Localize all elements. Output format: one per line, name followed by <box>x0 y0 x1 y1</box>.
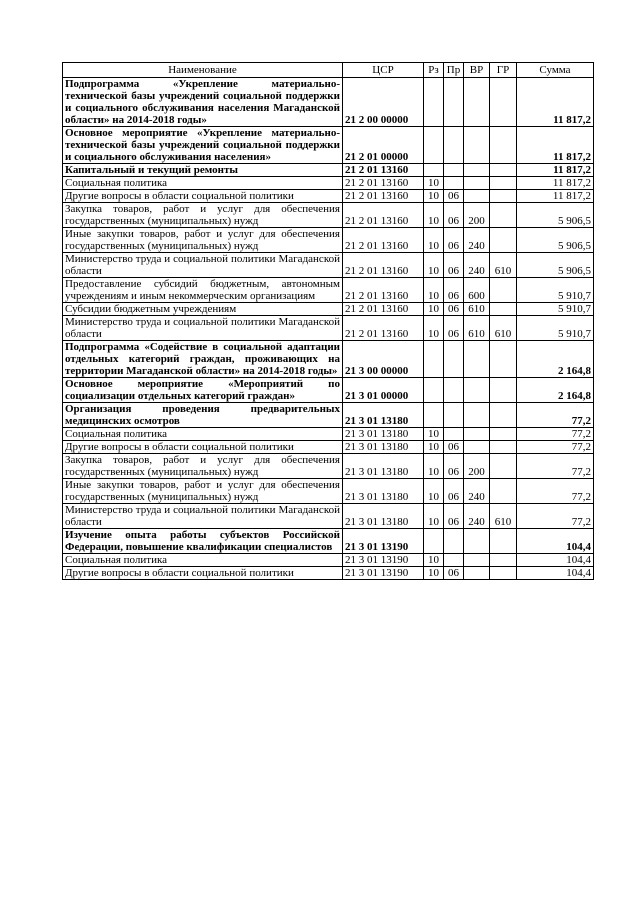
cell-csr: 21 2 01 13160 <box>343 253 424 278</box>
cell-name: Социальная политика <box>63 428 343 441</box>
cell-vr: 240 <box>464 253 490 278</box>
cell-vr: 610 <box>464 316 490 341</box>
cell-vr: 200 <box>464 203 490 228</box>
cell-sum: 11 817,2 <box>517 177 594 190</box>
cell-name: Социальная политика <box>63 554 343 567</box>
header-vr: ВР <box>464 63 490 78</box>
cell-pr: 06 <box>444 479 464 504</box>
table-row <box>63 378 594 403</box>
cell-name: Подпрограмма «Укрепление материально-технической базы учреждений социальной поддержки и социального обслуживания населения Магаданской области» на 2014-2018 годы» <box>63 78 343 127</box>
cell-csr: 21 2 01 13160 <box>343 164 424 177</box>
header-csr: ЦСР <box>343 63 424 78</box>
cell-gr <box>490 479 517 504</box>
header-rz: Рз <box>424 63 444 78</box>
cell-rz <box>424 403 444 428</box>
cell-name: Министерство труда и социальной политики Магаданской области <box>63 253 343 278</box>
cell-rz <box>424 164 444 177</box>
cell-sum: 11 817,2 <box>517 78 594 127</box>
cell-csr: 21 2 01 13160 <box>343 203 424 228</box>
budget-table <box>62 62 594 580</box>
cell-pr: 06 <box>444 203 464 228</box>
table-row <box>63 454 594 479</box>
cell-sum: 5 910,7 <box>517 278 594 303</box>
cell-gr <box>490 177 517 190</box>
cell-name: Основное мероприятие «Укрепление материально-технической базы учреждений социальной поддержки и социального обслуживания населения» <box>63 127 343 164</box>
cell-csr: 21 3 01 13180 <box>343 479 424 504</box>
cell-name: Другие вопросы в области социальной политики <box>63 567 343 580</box>
table-row <box>63 428 594 441</box>
table-header-row <box>63 63 594 78</box>
cell-sum: 77,2 <box>517 428 594 441</box>
cell-vr: 610 <box>464 303 490 316</box>
cell-name: Закупка товаров, работ и услуг для обеспечения государственных (муниципальных) нужд <box>63 203 343 228</box>
cell-pr <box>444 529 464 554</box>
cell-gr: 610 <box>490 504 517 529</box>
cell-gr <box>490 278 517 303</box>
cell-name: Министерство труда и социальной политики Магаданской области <box>63 316 343 341</box>
cell-vr <box>464 428 490 441</box>
table-row <box>63 567 594 580</box>
cell-gr <box>490 529 517 554</box>
table-row <box>63 127 594 164</box>
cell-vr: 600 <box>464 278 490 303</box>
cell-sum: 77,2 <box>517 454 594 479</box>
cell-csr: 21 3 01 13190 <box>343 529 424 554</box>
cell-gr <box>490 554 517 567</box>
cell-sum: 5 906,5 <box>517 253 594 278</box>
header-gr: ГР <box>490 63 517 78</box>
cell-name: Иные закупки товаров, работ и услуг для обеспечения государственных (муниципальных) нужд <box>63 228 343 253</box>
cell-csr: 21 2 00 00000 <box>343 78 424 127</box>
table-row <box>63 529 594 554</box>
cell-name: Подпрограмма «Содействие в социальной адаптации отдельных категорий граждан, проживающих на территории Магаданской области» на 2014-2018 годы» <box>63 341 343 378</box>
table-row <box>63 203 594 228</box>
cell-vr <box>464 554 490 567</box>
cell-rz: 10 <box>424 278 444 303</box>
header-pr: Пр <box>444 63 464 78</box>
cell-vr <box>464 403 490 428</box>
cell-csr: 21 2 01 13160 <box>343 303 424 316</box>
cell-rz: 10 <box>424 441 444 454</box>
cell-pr <box>444 378 464 403</box>
cell-sum: 77,2 <box>517 504 594 529</box>
cell-vr: 240 <box>464 479 490 504</box>
cell-csr: 21 3 01 13190 <box>343 554 424 567</box>
cell-rz: 10 <box>424 190 444 203</box>
cell-csr: 21 3 00 00000 <box>343 341 424 378</box>
cell-gr <box>490 341 517 378</box>
cell-gr <box>490 127 517 164</box>
cell-vr <box>464 529 490 554</box>
cell-rz: 10 <box>424 554 444 567</box>
cell-csr: 21 2 01 13160 <box>343 177 424 190</box>
cell-name: Субсидии бюджетным учреждениям <box>63 303 343 316</box>
cell-gr <box>490 190 517 203</box>
cell-pr <box>444 428 464 441</box>
cell-rz: 10 <box>424 504 444 529</box>
cell-pr: 06 <box>444 441 464 454</box>
table-row <box>63 403 594 428</box>
cell-name: Капитальный и текущий ремонты <box>63 164 343 177</box>
cell-sum: 5 910,7 <box>517 303 594 316</box>
cell-csr: 21 3 01 00000 <box>343 378 424 403</box>
cell-sum: 104,4 <box>517 554 594 567</box>
table-row <box>63 341 594 378</box>
table-row <box>63 164 594 177</box>
cell-csr: 21 2 01 13160 <box>343 316 424 341</box>
cell-vr <box>464 127 490 164</box>
cell-sum: 77,2 <box>517 479 594 504</box>
cell-sum: 11 817,2 <box>517 190 594 203</box>
cell-name: Другие вопросы в области социальной политики <box>63 441 343 454</box>
cell-sum: 104,4 <box>517 529 594 554</box>
cell-vr <box>464 341 490 378</box>
cell-csr: 21 2 01 00000 <box>343 127 424 164</box>
cell-pr <box>444 164 464 177</box>
table-row <box>63 479 594 504</box>
cell-sum: 104,4 <box>517 567 594 580</box>
cell-sum: 77,2 <box>517 441 594 454</box>
cell-rz: 10 <box>424 454 444 479</box>
table-row <box>63 278 594 303</box>
cell-gr <box>490 303 517 316</box>
cell-pr: 06 <box>444 278 464 303</box>
cell-csr: 21 2 01 13160 <box>343 278 424 303</box>
cell-sum: 5 910,7 <box>517 316 594 341</box>
header-name: Наименование <box>63 63 343 78</box>
cell-pr <box>444 177 464 190</box>
table-row <box>63 190 594 203</box>
table-row <box>63 78 594 127</box>
cell-gr <box>490 403 517 428</box>
cell-gr <box>490 78 517 127</box>
cell-vr <box>464 378 490 403</box>
cell-gr <box>490 567 517 580</box>
table-row <box>63 303 594 316</box>
cell-name: Иные закупки товаров, работ и услуг для обеспечения государственных (муниципальных) нужд <box>63 479 343 504</box>
cell-rz: 10 <box>424 316 444 341</box>
cell-pr <box>444 554 464 567</box>
cell-pr: 06 <box>444 303 464 316</box>
cell-name: Предоставление субсидий бюджетным, автономным учреждениям и иным некоммерческим организациям <box>63 278 343 303</box>
cell-rz <box>424 378 444 403</box>
cell-rz: 10 <box>424 567 444 580</box>
cell-csr: 21 2 01 13160 <box>343 228 424 253</box>
cell-name: Организация проведения предварительных медицинских осмотров <box>63 403 343 428</box>
cell-vr: 240 <box>464 228 490 253</box>
cell-gr: 610 <box>490 253 517 278</box>
cell-gr <box>490 454 517 479</box>
header-sum: Сумма <box>517 63 594 78</box>
cell-name: Закупка товаров, работ и услуг для обеспечения государственных (муниципальных) нужд <box>63 454 343 479</box>
table-row <box>63 228 594 253</box>
cell-csr: 21 3 01 13190 <box>343 567 424 580</box>
cell-name: Другие вопросы в области социальной политики <box>63 190 343 203</box>
cell-sum: 5 906,5 <box>517 203 594 228</box>
cell-rz <box>424 78 444 127</box>
cell-rz: 10 <box>424 228 444 253</box>
cell-vr: 240 <box>464 504 490 529</box>
table-row <box>63 177 594 190</box>
cell-vr <box>464 164 490 177</box>
cell-sum: 11 817,2 <box>517 127 594 164</box>
cell-gr <box>490 203 517 228</box>
table-row <box>63 316 594 341</box>
cell-pr: 06 <box>444 567 464 580</box>
cell-csr: 21 3 01 13180 <box>343 428 424 441</box>
cell-gr <box>490 428 517 441</box>
cell-sum: 11 817,2 <box>517 164 594 177</box>
cell-csr: 21 3 01 13180 <box>343 454 424 479</box>
cell-vr: 200 <box>464 454 490 479</box>
cell-gr <box>490 164 517 177</box>
cell-rz <box>424 529 444 554</box>
cell-csr: 21 3 01 13180 <box>343 441 424 454</box>
cell-csr: 21 3 01 13180 <box>343 504 424 529</box>
cell-name: Социальная политика <box>63 177 343 190</box>
cell-rz: 10 <box>424 177 444 190</box>
cell-pr <box>444 78 464 127</box>
table-row <box>63 554 594 567</box>
cell-csr: 21 2 01 13160 <box>343 190 424 203</box>
cell-name: Изучение опыта работы субъектов Российской Федерации, повышение квалификации специалистов <box>63 529 343 554</box>
table-body <box>63 78 594 580</box>
cell-pr: 06 <box>444 454 464 479</box>
cell-pr: 06 <box>444 190 464 203</box>
cell-pr: 06 <box>444 228 464 253</box>
cell-pr: 06 <box>444 504 464 529</box>
cell-gr <box>490 441 517 454</box>
cell-sum: 2 164,8 <box>517 378 594 403</box>
cell-pr <box>444 127 464 164</box>
cell-pr: 06 <box>444 316 464 341</box>
table-row <box>63 441 594 454</box>
cell-vr <box>464 177 490 190</box>
cell-rz: 10 <box>424 479 444 504</box>
cell-sum: 77,2 <box>517 403 594 428</box>
table-row <box>63 504 594 529</box>
cell-gr <box>490 378 517 403</box>
table-row <box>63 253 594 278</box>
cell-name: Министерство труда и социальной политики Магаданской области <box>63 504 343 529</box>
cell-csr: 21 3 01 13180 <box>343 403 424 428</box>
cell-rz: 10 <box>424 253 444 278</box>
cell-pr <box>444 341 464 378</box>
cell-vr <box>464 190 490 203</box>
cell-vr <box>464 567 490 580</box>
cell-vr <box>464 78 490 127</box>
cell-name: Основное мероприятие «Мероприятий по социализации отдельных категорий граждан» <box>63 378 343 403</box>
cell-gr: 610 <box>490 316 517 341</box>
cell-rz <box>424 127 444 164</box>
cell-vr <box>464 441 490 454</box>
cell-rz: 10 <box>424 428 444 441</box>
cell-rz <box>424 341 444 378</box>
cell-sum: 2 164,8 <box>517 341 594 378</box>
cell-rz: 10 <box>424 303 444 316</box>
cell-gr <box>490 228 517 253</box>
cell-sum: 5 906,5 <box>517 228 594 253</box>
cell-rz: 10 <box>424 203 444 228</box>
cell-pr: 06 <box>444 253 464 278</box>
cell-pr <box>444 403 464 428</box>
